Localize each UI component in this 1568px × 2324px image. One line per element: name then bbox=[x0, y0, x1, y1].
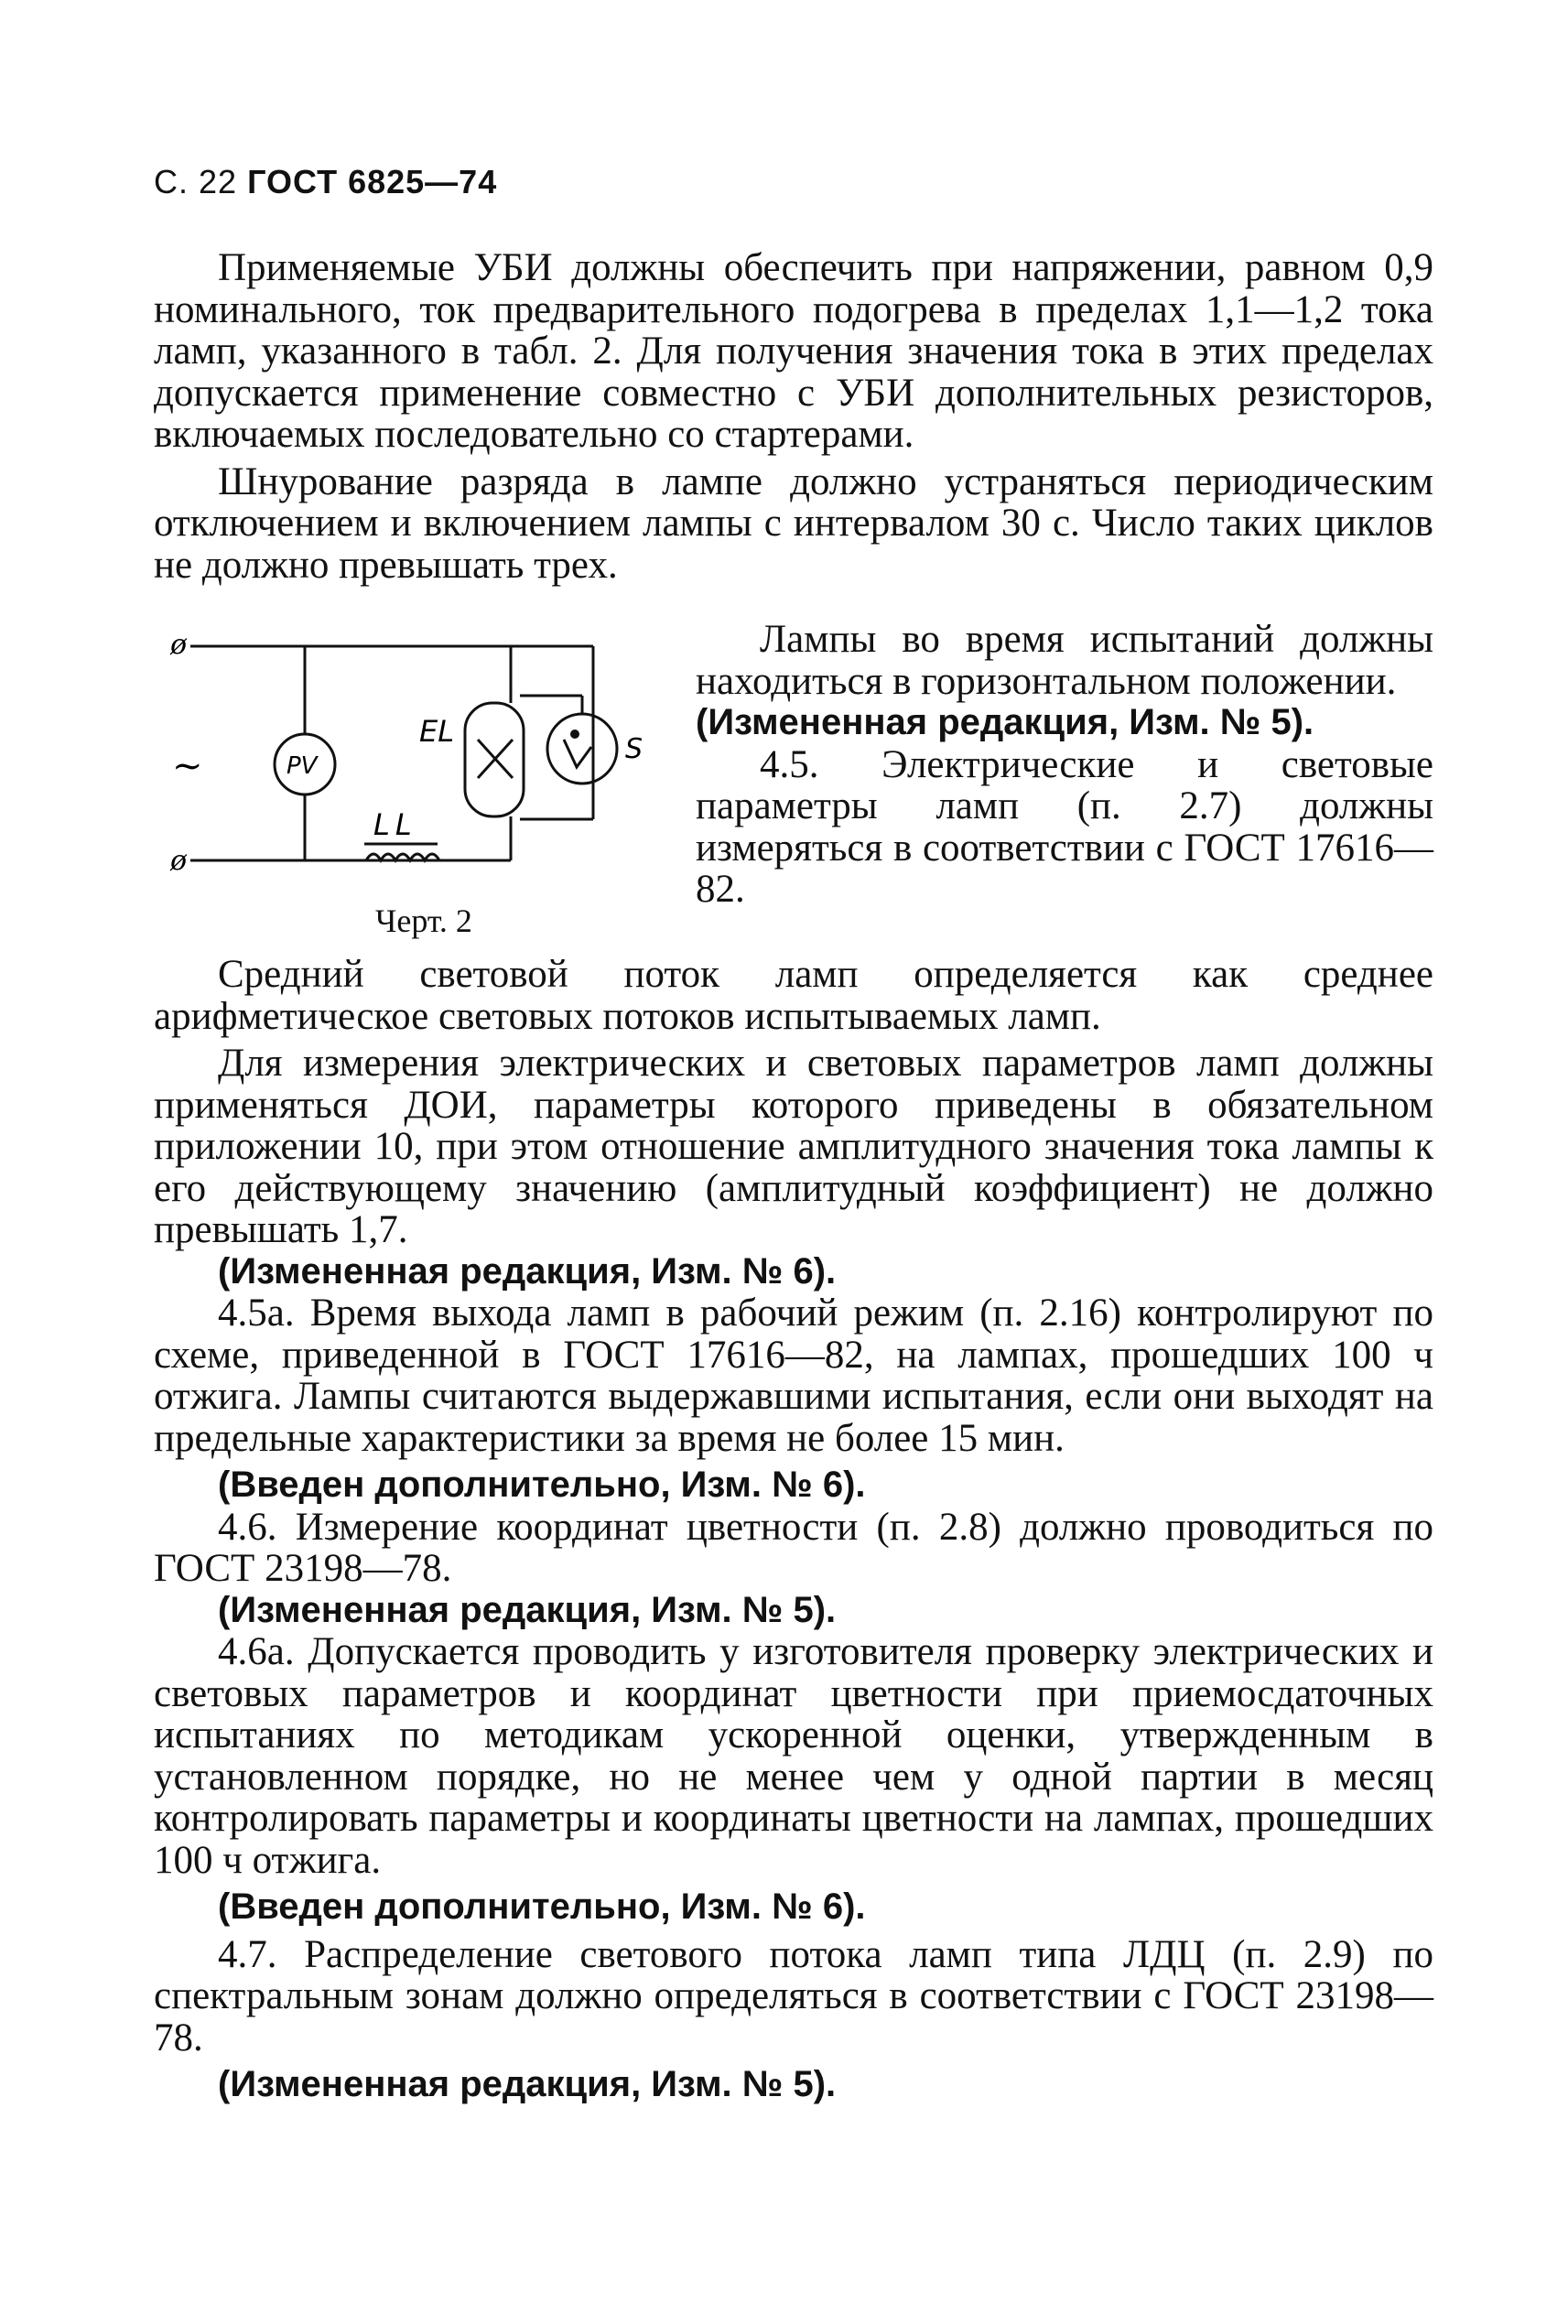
el-label: EL bbox=[419, 714, 455, 749]
ll-label: LL bbox=[373, 807, 417, 842]
terminal-bottom-label: ø bbox=[170, 845, 188, 877]
starter-icon bbox=[547, 714, 617, 784]
text-block-main bbox=[154, 954, 1433, 2106]
page-header bbox=[154, 163, 497, 201]
terminal-top-label: ø bbox=[170, 632, 188, 661]
paragraph-4-6: 4.6. Измерение координат цветности (п. 2.8) должно проводиться по ГОСТ 23198—78. bbox=[154, 1505, 1433, 1590]
figure-caption: Черт. 2 bbox=[375, 903, 472, 939]
text-block-top bbox=[154, 247, 1433, 586]
pv-label: PV bbox=[287, 752, 318, 780]
amendment-note: (Измененная редакция, Изм. № 6). bbox=[218, 1250, 837, 1292]
paragraph-4-5a: 4.5а. Время выхода ламп в рабочий режим (п. 2.16) контролируют по схеме, приведенной в ГОСТ 17616—82, на лампах, прошедших 100 ч отжига. Лампы считаются выдержавшими испытания, если они выходят на предельные характеристики за время не более 15 мин. bbox=[154, 1292, 1433, 1460]
paragraph-4-5: 4.5. Электрические и световые параметры ламп (п. 2.7) должны измеряться в соответствии с ГОСТ 17616—82. bbox=[696, 742, 1433, 911]
amendment-note: (Измененная редакция, Изм. № 5). bbox=[218, 2064, 837, 2104]
paragraph-measurement: Для измерения электрических и световых параметров ламп должны применяться ДОИ, параметры которого приведены в обязательном приложении 10, при этом отношение амплитудного значения тока лампы к его действующему значению (амплитудный коэффициент) не должно превышать 1,7. bbox=[154, 1042, 1433, 1251]
paragraph-4-6a: 4.6а. Допускается проводить у изготовителя проверку электрических и световых параметров и координат цветности при приемосдаточных испытаниях по методикам ускоренной оценки, утвержденным в установленном порядке, но не менее чем у одной партии в месяц контролировать параметры и координаты цветности на лампах, прошедших 100 ч отжига. bbox=[154, 1630, 1433, 1882]
s-label: S bbox=[625, 733, 643, 765]
side-text-block bbox=[696, 619, 1433, 911]
paragraph-discharge: Шнурование разряда в лампе должно устраняться периодическим отключением и включением лампы с интервалом 30 с. Число таких циклов не должно превышать трех. bbox=[154, 459, 1433, 587]
paragraph-position: Лампы во время испытаний должны находиться в горизонтальном положении. bbox=[696, 618, 1433, 703]
ac-source-label: ~ bbox=[172, 745, 203, 787]
paragraph-4-7: 4.7. Распределение светового потока ламп типа ЛДЦ (п. 2.9) по спектральным зонам должно определяться в соответствии с ГОСТ 23198—78. bbox=[154, 1932, 1433, 2059]
amendment-note: (Измененная редакция, Изм. № 5). bbox=[218, 1589, 837, 1630]
paragraph-average-flux: Средний световой поток ламп определяется как среднее арифметическое световых потоков испытываемых ламп. bbox=[154, 953, 1433, 1038]
amendment-note: (Введен дополнительно, Изм. № 6). bbox=[218, 1465, 866, 1505]
paragraph-ubi: Применяемые УБИ должны обеспечить при напряжении, равном 0,9 номинального, ток предварительного подогрева в пределах 1,1—1,2 тока ламп, указанного в табл. 2. Для получения значения тока в этих пределах допускается применение совместно с УБИ дополнительных резисторов, включаемых последовательно со стартерами. bbox=[154, 246, 1433, 456]
amendment-note: (Измененная редакция, Изм. № 5). bbox=[696, 702, 1314, 742]
standard-code: ГОСТ 6825—74 bbox=[247, 163, 498, 200]
page-number: С. 22 bbox=[154, 163, 238, 200]
amendment-note: (Введен дополнительно, Изм. № 6). bbox=[218, 1886, 866, 1927]
